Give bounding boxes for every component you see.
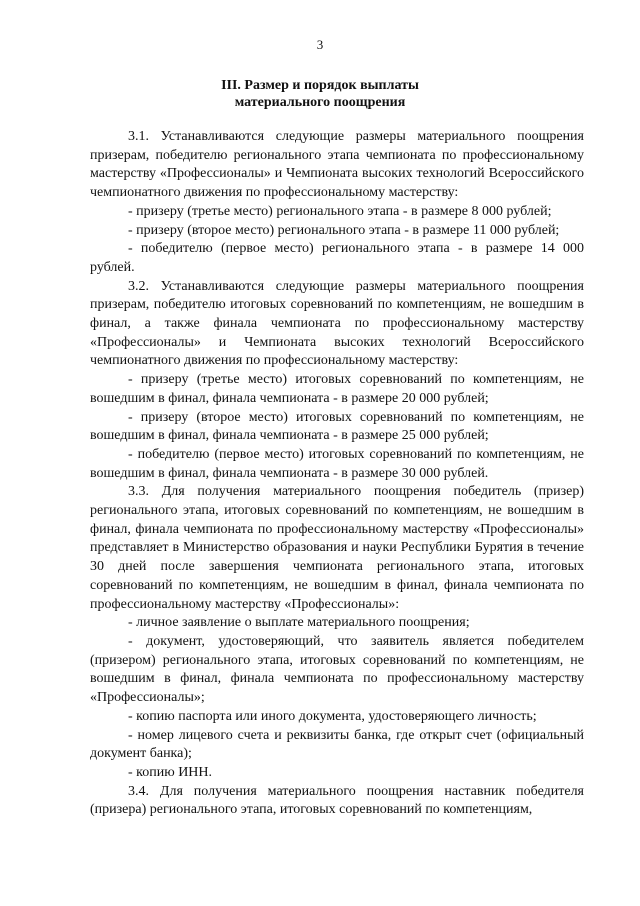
page-number: 3	[316, 37, 324, 52]
list-item: - призеру (третье место) итоговых соревнований по компетенциям, не вошедшим в финал, финала чемпионата - в размере 20 000 рублей;	[90, 372, 584, 406]
list-item: - личное заявление о выплате материального поощрения;	[128, 615, 470, 631]
list-item: - номер лицевого счета и реквизиты банка, где открыт счет (официальный документ банка);	[90, 727, 584, 762]
list-item: - победителю (первое место) регионального этапа - в размере 14 000 рублей.	[90, 241, 584, 275]
list-item: - призеру (третье место) регионального этапа - в размере 8 000 рублей;	[128, 203, 552, 219]
list-item: - победителю (первое место) итоговых соревнований по компетенциям, не вошедшим в финал, финала чемпионата - в размере 30 000 рублей.	[90, 446, 584, 481]
list-item: - призеру (второе место) итоговых соревнований по компетенциям, не вошедшим в финал, финала чемпионата - в размере 25 000 рублей;	[90, 409, 584, 444]
document-body	[90, 128, 584, 820]
paragraph-3-4: 3.4. Для получения материального поощрения наставник победителя (призера) регионального этапа, итоговых соревнований по компетенциям,	[90, 783, 584, 818]
paragraph-3-1: 3.1. Устанавливаются следующие размеры материального поощрения призерам, победителю регионального этапа чемпионата по профессиональному мастерству «Профессионалы» и Чемпионата высоких технологий Всероссийского чемпионатного движения по профессиональному мастерству:	[90, 129, 584, 201]
paragraph-3-2: 3.2. Устанавливаются следующие размеры материального поощрения призерам, победителю итоговых соревнований по компетенциям, не вошедшим в финал, а также финала чемпионата по профессиональному мастерству «Профессионалы» и Чемпионата высоких технологий Всероссийского чемпионатного движения по профессиональному мастерству:	[90, 278, 584, 369]
section-heading	[0, 77, 640, 111]
section-heading-line-1: III. Размер и порядок выплаты	[221, 78, 419, 93]
list-item: - копию паспорта или иного документа, удостоверяющего личность;	[128, 708, 537, 724]
list-item: - документ, удостоверяющий, что заявитель является победителем (призером) регионального этапа, итоговых соревнований по компетенциям, не вошедшим в финал, финала чемпионата по профессиональному мастерству «Профессионалы»;	[90, 633, 584, 706]
paragraph-3-3: 3.3. Для получения материального поощрения победитель (призер) регионального этапа, итоговых соревнований по компетенциям, не вошедшим в финал, финала чемпионата по профессиональному мастерству «Профессионалы» представляет в Министерство образования и науки Республики Бурятия в течение 30 дней после завершения чемпионата регионального этапа, итоговых соревнований по компетенциям, не вошедшим в финал, финала чемпионата по профессиональному мастерству «Профессионалы»:	[90, 484, 584, 612]
list-item: - копию ИНН.	[128, 764, 213, 780]
section-heading-line-2: материального поощрения	[234, 95, 406, 110]
list-item: - призеру (второе место) регионального этапа - в размере 11 000 рублей;	[128, 222, 560, 238]
